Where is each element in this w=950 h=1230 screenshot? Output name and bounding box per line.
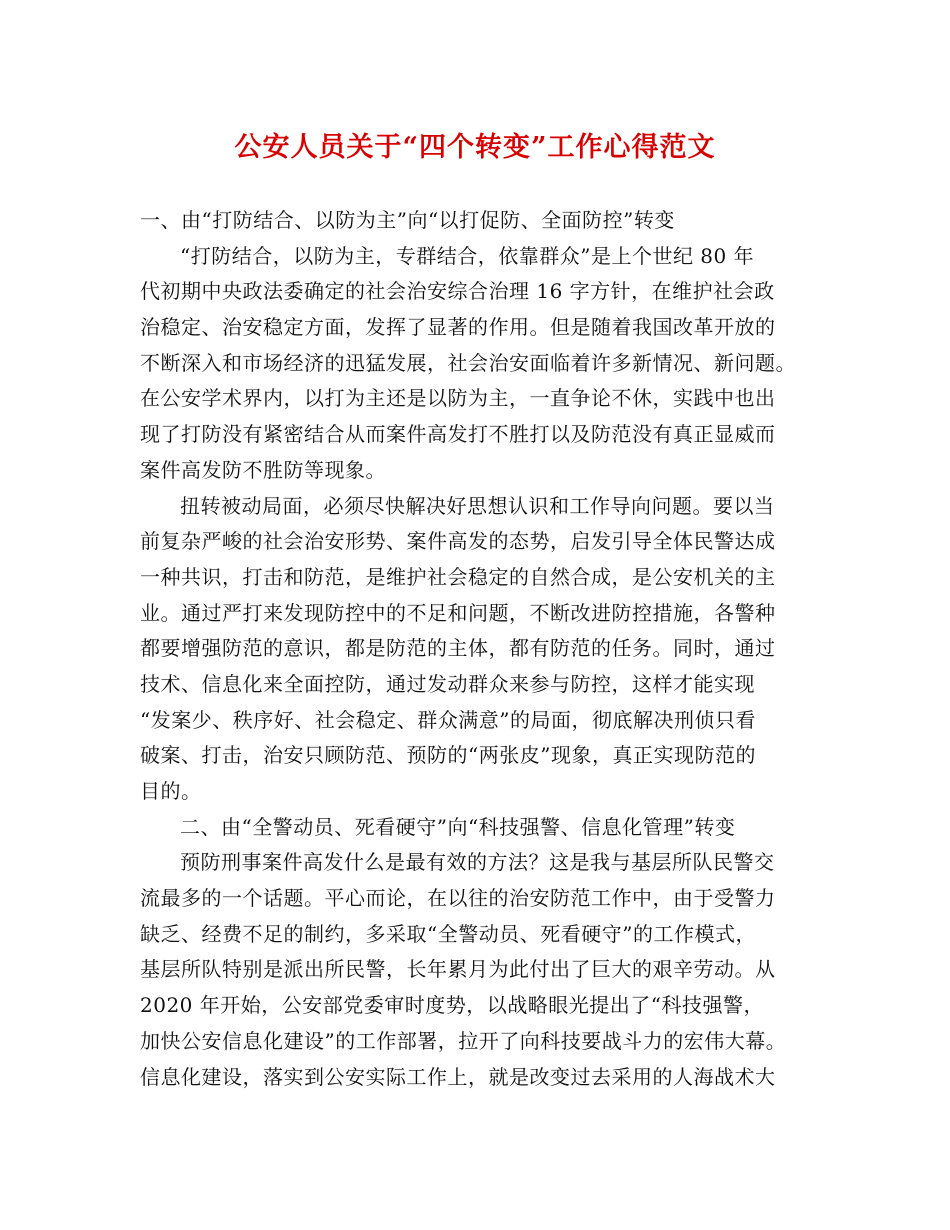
text-line: 案件高发防不胜防等现象。 [140,457,386,482]
document-title: 公安人员关于“四个转变”工作心得范文 [234,132,716,163]
text-line: 前复杂严峻的社会治安形势、案件高发的态势，启发引导全体民警达成 [140,529,776,554]
text-line: 不断深入和市场经济的迅猛发展，社会治安面临着许多新情况、新问题。 [140,350,796,375]
text-line: 2020 年开始，公安部党委审时度势，以战略眼光提出了“科技强警， [140,993,764,1018]
text-line: 基层所队特别是派出所民警，长年累月为此付出了巨大的艰辛劳动。从 [140,957,776,982]
text-line: 扭转被动局面，必须尽快解决好思想认识和工作导向问题。要以当 [180,493,775,518]
document-body [140,203,825,1095]
text-line: “打防结合，以防为主，专群结合，依靠群众”是上个世纪 80 年 [180,243,755,268]
text-line: 加快公安信息化建设”的工作部署，拉开了向科技要战斗力的宏伟大幕。 [140,1028,787,1053]
text-line: 预防刑事案件高发什么是最有效的方法？这是我与基层所队民警交 [180,850,775,875]
text-line: 一、由“打防结合、以防为主”向“以打促防、全面防控”转变 [140,208,675,232]
text-line: 二、由“全警动员、死看硬守”向“科技强警、信息化管理”转变 [180,814,736,839]
text-line: 破案、打击，治安只顾防范、预防的“两张皮”现象，真正实现防范的 [140,743,756,768]
text-line: 信息化建设，落实到公安实际工作上，就是改变过去采用的人海战术大 [140,1064,776,1089]
text-line: 目的。 [140,779,202,803]
text-line: 代初期中央政法委确定的社会治安综合治理 16 字方针，在维护社会政 [140,279,775,304]
text-line: 流最多的一个话题。平心而论，在以往的治安防范工作中，由于受警力 [140,886,776,911]
text-line: 技术、信息化来全面控防，通过发动群众来参与防控，这样才能实现 [140,671,755,696]
text-line: 在公安学术界内，以打为主还是以防为主，一直争论不休，实践中也出 [140,386,776,411]
text-line: 缺乏、经费不足的制约，多采取“全警动员、死看硬守”的工作模式， [140,921,756,946]
text-line: “发案少、秩序好、社会稳定、群众满意”的局面，彻底解决刑侦只看 [140,707,756,732]
text-line: 治稳定、治安稳定方面，发挥了显著的作用。但是随着我国改革开放的 [140,315,776,340]
text-line: 业。通过严打来发现防控中的不足和问题，不断改进防控措施，各警种 [140,600,776,625]
text-line: 一种共识，打击和防范，是维护社会稳定的自然合成，是公安机关的主 [140,564,776,589]
text-line: 都要增强防范的意识，都是防范的主体，都有防范的任务。同时，通过 [140,636,776,661]
text-line: 现了打防没有紧密结合从而案件高发打不胜打以及防范没有真正显威而 [140,422,776,447]
